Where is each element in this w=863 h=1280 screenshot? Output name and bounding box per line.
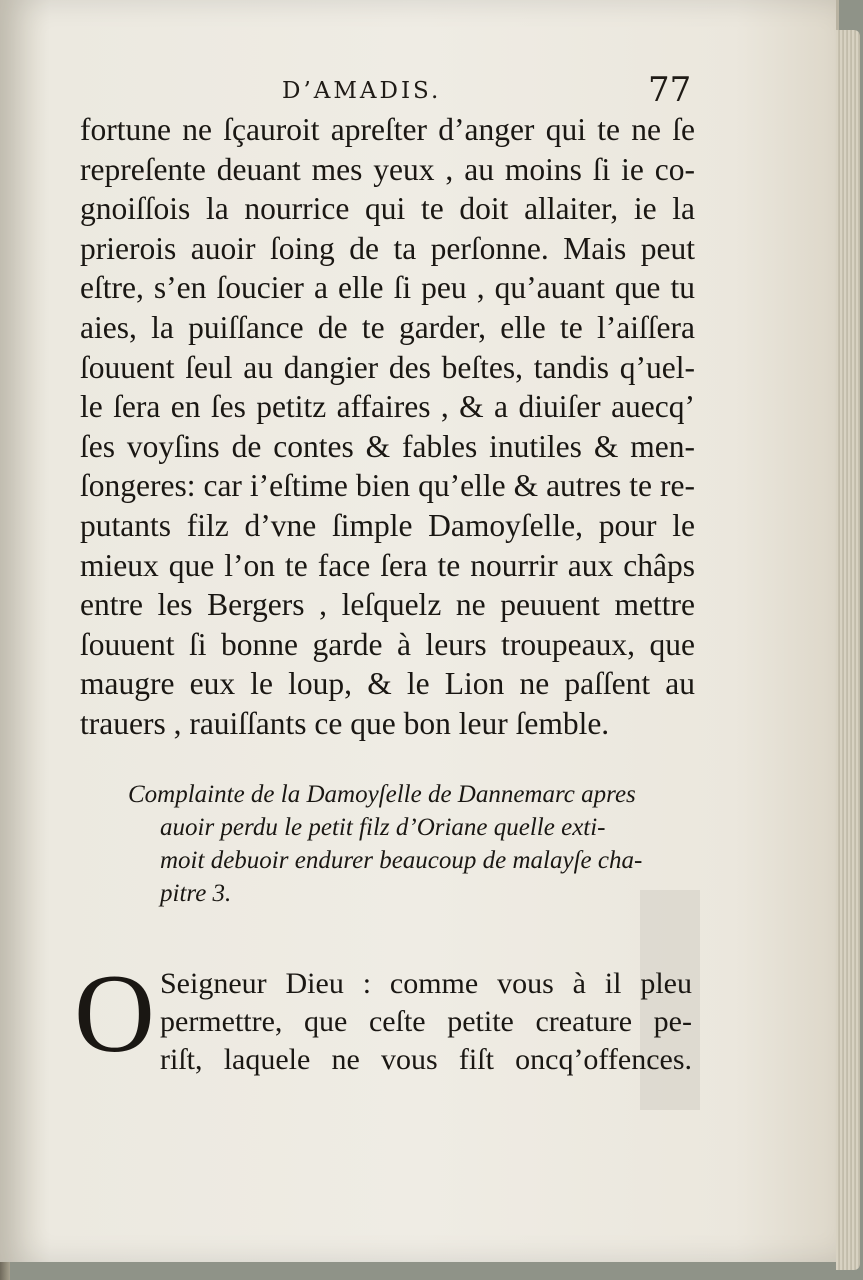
drop-cap-initial: O <box>74 952 155 1076</box>
page-number: 77 <box>648 70 692 110</box>
text-line: ſouuent ſi bonne garde à leurs troupeaux, que <box>80 626 695 662</box>
heading-line: pitre 3. <box>160 880 232 907</box>
heading-line: Complainte de la Damoyſelle de Dannemarc apres <box>128 781 636 808</box>
page-edges <box>836 30 860 1270</box>
text-line: Seigneur Dieu : comme vous à il pleu <box>160 967 692 1000</box>
text-line: riſt, laquele ne vous fiſt oncq’offences. <box>160 1043 692 1076</box>
text-line: maugre eux le loup, & le Lion ne paſſent au <box>80 666 695 702</box>
text-line: mieux que l’on te face ſera te nourrir aux châps <box>80 547 695 583</box>
text-line: fortune ne ſçauroit apreſter d’anger qui te ne ſe <box>80 112 695 147</box>
text-line: ſouuent ſeul au dangier des beſtes, tandis q’uel- <box>80 349 695 385</box>
text-line: le ſera en ſes petitz affaires , & a diuiſer auecq’ <box>80 389 695 425</box>
text-line: gnoiſſois la nourrice qui te doit allaiter, ie la <box>80 191 695 227</box>
chapter-text <box>160 965 692 1079</box>
body-text <box>80 110 695 744</box>
text-line: eſtre, s’en ſoucier a elle ſi peu , qu’auant que tu <box>80 270 695 306</box>
text-line: ſongeres: car i’eſtime bien qu’elle & autres te re- <box>80 468 695 504</box>
text-line: prierois auoir ſoing de ta perſonne. Mais peut <box>80 230 695 266</box>
heading-line: auoir perdu le petit filz d’Oriane quelle exti- <box>160 814 606 841</box>
text-line: permettre, que ceſte petite creature pe- <box>160 1005 692 1038</box>
text-line: entre les Bergers , leſquelz ne peuuent mettre <box>80 587 695 623</box>
chapter-heading <box>128 778 693 910</box>
text-line: ſes voyſins de contes & fables inutiles & men- <box>80 428 695 464</box>
heading-line: moit debuoir endurer beaucoup de malayſe cha- <box>160 847 643 874</box>
running-head: D’AMADIS. <box>282 78 442 104</box>
text-line: putants filz d’vne ſimple Damoyſelle, pour le <box>80 507 695 543</box>
text-line: repreſente deuant mes yeux , au moins ſi ie co- <box>80 151 695 187</box>
text-line: trauers , rauiſſants ce que bon leur ſemble. <box>80 705 610 741</box>
text-line: aies, la puiſſance de te garder, elle te l’aiſſera <box>80 309 695 345</box>
